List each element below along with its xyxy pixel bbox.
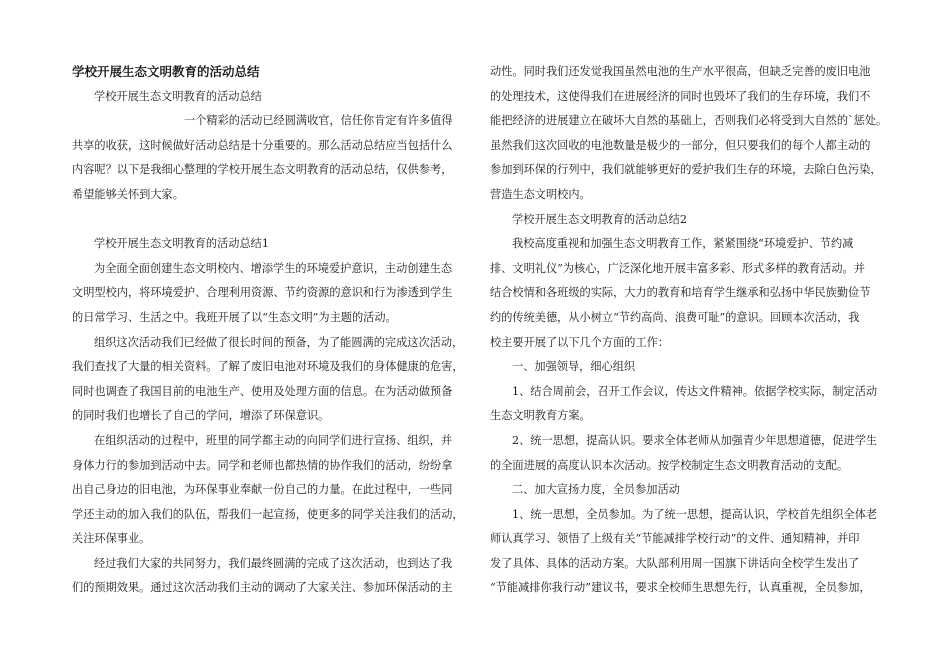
text-line: 能把经济的进展建立在破坏大自然的基础上，否则我们必将受到大自然的`惩处。 (490, 114, 888, 128)
text-line: 的日常学习、生活之中。我班开展了以“生态文明”为主题的活动。 (72, 310, 397, 324)
text-line: 身体力行的参加到活动中去。同学和老师也都热情的协作我们的活动，纷纷拿 (72, 458, 453, 472)
text-line: 学校开展生态文明教育的活动总结2 (512, 212, 687, 226)
text-line: “节能减排你我行动”建议书，要求全校师生思想先行，认真重视，全员参加， (490, 581, 871, 595)
text-line: 为全面全面创建生态文明校内、增添学生的环境爱护意识，主动创建生态 (94, 261, 453, 275)
text-line: 们的预期效果。通过这次活动我们主动的调动了大家关注、参加环保活动的主 (72, 581, 453, 595)
text-line: 约的传统美德，从小树立“节约高尚、浪费可耻”的意识。回顾本次活动，我 (490, 310, 860, 324)
text-line: 参加到环保的行列中，我们就能够更好的爱护我们生存的环境，去除白色污染， (490, 163, 882, 177)
text-line: 在组织活动的过程中，班里的同学都主动的向同学们进行宣扬、组织，并 (94, 433, 453, 447)
text-line: 学校开展生态文明教育的活动总结1 (94, 237, 269, 251)
text-line: 动性。同时我们还发觉我国虽然电池的生产水平很高，但缺乏完善的废旧电池 (490, 65, 871, 78)
text-line: 二、加大宣扬力度，全员参加活动 (512, 483, 680, 497)
text-line: 我们查找了大量的相关资料。了解了废旧电池对环境及我们的身体健康的危害， (72, 360, 464, 374)
text-line: 一、加强领导，细心组织 (512, 360, 636, 374)
text-line: 师认真学习、领悟了上级有关“节能减排学校行动”的文件、通知精神，并印 (490, 532, 860, 546)
text-line: 内容呢？以下是我细心整理的学校开展生态文明教育的活动总结，仅供参考， (72, 163, 453, 177)
text-line: 排、文明礼仪”为核心，广泛深化地开展丰富多彩、形式多样的教育活动。并 (490, 261, 865, 275)
text-line: 经过我们大家的共同努力，我们最终圆满的完成了这次活动，也到达了我 (94, 556, 453, 570)
text-line: 1、结合周前会，召开工作会议，传达文件精神。依据学校实际，制定活动 (512, 384, 878, 398)
text-line: 希望能够关怀到大家。 (72, 187, 184, 201)
text-line: 发了具体、具体的活动方案。大队部利用周一国旗下讲话向全校学生发出了 (490, 556, 860, 570)
blank-line (72, 208, 470, 233)
text-line: 校主要开展了以下几个方面的工作： (490, 335, 670, 349)
text-line: 营造生态文明校内。 (490, 187, 591, 201)
text-line: 1、统一思想，全员参加。为了统一思想，提高认识，学校首先组织全体老 (512, 507, 878, 521)
text-line: 学校开展生态文明教育的活动总结 (94, 89, 262, 103)
text-line: 的处理技术，这使得我们在进展经济的同时也毁坏了我们的生存环境，我们不 (490, 89, 871, 103)
text-line: 生态文明教育方案。 (490, 409, 591, 423)
text-line: 出自己身边的旧电池，为环保事业奉献一份自己的力量。在此过程中，一些同 (72, 483, 453, 497)
text-line: 学还主动的加入我们的队伍，帮我们一起宣扬，使更多的同学关注我们的活动， (72, 507, 464, 521)
text-line: 组织这次活动我们已经做了很长时间的预备，为了能圆满的完成这次活动， (94, 335, 464, 349)
text-line: 文明型校内，将环境爱护、合理利用资源、节约资源的意识和行为渗透到学生 (72, 286, 453, 300)
text-line: 关注环保事业。 (72, 532, 151, 546)
right-column (490, 60, 888, 601)
text-line: 一个精彩的活动已经圆满收官，信任你肯定有许多值得 (184, 114, 453, 128)
text-line: 的全面进展的高度认识本次活动。按学校制定生态文明教育活动的支配。 (490, 458, 849, 472)
text-line: 虽然我们这次回收的电池数量是极少的一部分，但只要我们的每个人都主动的 (490, 138, 871, 152)
text-line: 2、统一思想，提高认识。要求全体老师从加强青少年思想道德，促进学生 (512, 433, 878, 447)
text-line: 共享的收获，这时候做好活动总结是十分重要的。那么活动总结应当包括什么 (72, 138, 453, 152)
text-line: 结合校情和各班级的实际，大力的教育和培育学生继承和弘扬中华民族勤俭节 (490, 286, 871, 300)
text-line: 同时也调查了我国目前的电池生产、使用及处理方面的信息。在为活动做预备 (72, 384, 453, 398)
left-column (72, 60, 470, 601)
text-line: 的同时我们也增长了自己的学问，增添了环保意识。 (72, 409, 330, 423)
text-line: 我校高度重视和加强生态文明教育工作，紧紧围绕“环境爱护、节约减 (512, 237, 854, 251)
document-title: 学校开展生态文明教育的活动总结 (72, 64, 260, 79)
